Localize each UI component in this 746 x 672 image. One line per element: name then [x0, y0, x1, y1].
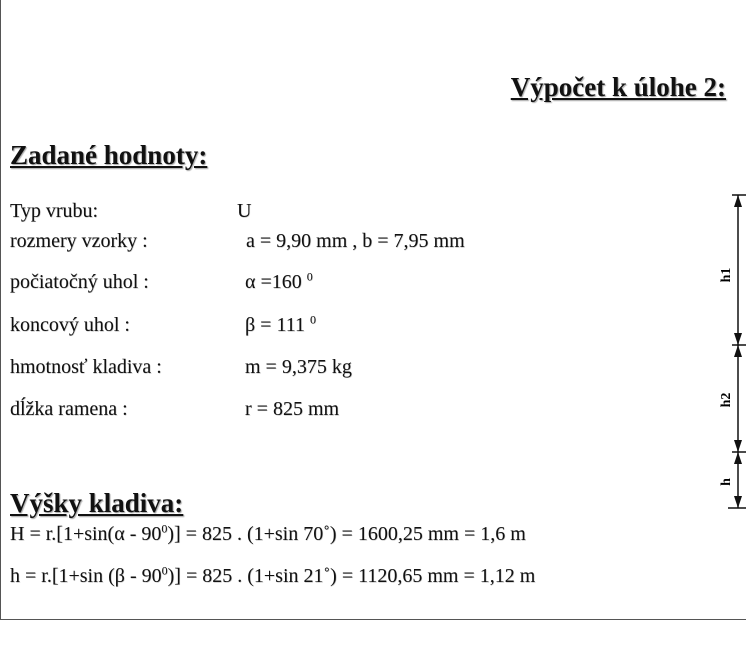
- given-values-heading: Zadané hodnoty:: [10, 140, 208, 170]
- initial-angle-value: α =160 $^0$: [245, 269, 313, 293]
- notch-type-value: U: [237, 200, 252, 222]
- height-diagram: [696, 190, 746, 520]
- specimen-dimensions-label: rozmery vzorky :: [10, 230, 148, 252]
- initial-angle-label: počiatočný uhol :: [10, 271, 149, 293]
- page-title: Výpočet k úlohe 2:: [510, 72, 726, 102]
- final-angle-label: koncový uhol :: [10, 314, 130, 336]
- hammer-mass-value: m = 9,375 kg: [245, 356, 352, 378]
- diagram-label-h2: h2: [719, 392, 734, 408]
- formula-h: h = r.[1+sin $(\beta - 90^0)] = 825$ . (1+sin 21˚) = 1120,65 mm = 1,12 m: [10, 563, 536, 587]
- diagram-label-h: h: [719, 478, 734, 486]
- hammer-mass-label: hmotnosť kladiva :: [10, 356, 162, 378]
- specimen-dimensions-value: a = 9,90 mm , b = 7,95 mm: [246, 230, 465, 252]
- arm-length-label: dĺžka ramena :: [10, 398, 128, 420]
- formula-H: $H = r.[1+\sin(\alpha - 90^0)] = 825$ . (1+sin 70˚) = 1600,25 mm = 1,6 m: [10, 521, 526, 545]
- hammer-heights-heading: Výšky kladiva:: [10, 488, 184, 518]
- notch-type-label: Typ vrubu:: [10, 200, 99, 222]
- arm-length-value: r = 825 mm: [245, 398, 340, 420]
- diagram-label-h1: h1: [719, 267, 734, 283]
- final-angle-value: β = 111 $^0$: [245, 312, 316, 336]
